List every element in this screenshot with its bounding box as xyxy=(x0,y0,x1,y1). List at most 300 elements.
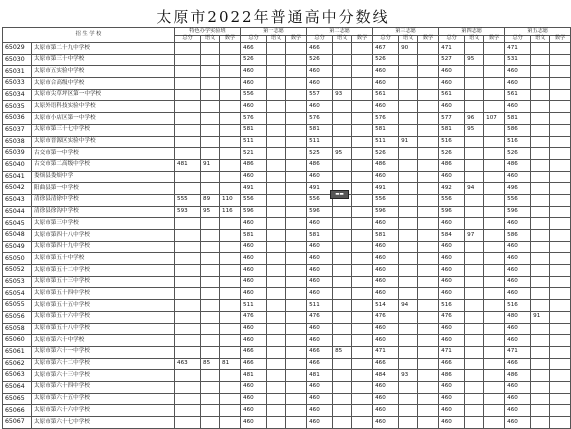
score-cell xyxy=(418,136,439,148)
school-code: 65030 xyxy=(3,54,32,66)
score-cell xyxy=(531,206,550,218)
score-cell: 521 xyxy=(241,148,267,160)
score-cell xyxy=(465,78,484,90)
school-code: 65064 xyxy=(3,381,32,393)
score-cell xyxy=(175,241,201,253)
score-cell xyxy=(267,171,286,183)
score-cell xyxy=(550,113,571,125)
score-cell xyxy=(352,148,373,160)
score-cell xyxy=(286,370,307,382)
score-cell xyxy=(267,381,286,393)
table-row xyxy=(3,265,571,277)
score-cell: 584 xyxy=(439,230,465,242)
score-cell xyxy=(465,43,484,55)
score-cell xyxy=(418,206,439,218)
score-cell xyxy=(465,346,484,358)
score-cell xyxy=(550,241,571,253)
score-cell: 95 xyxy=(465,54,484,66)
header-subject: 语文 xyxy=(201,35,220,43)
score-cell xyxy=(531,288,550,300)
score-cell xyxy=(418,78,439,90)
score-cell xyxy=(201,54,220,66)
score-cell: 460 xyxy=(307,393,333,405)
score-cell xyxy=(531,124,550,136)
score-cell: 476 xyxy=(373,311,399,323)
score-cell xyxy=(352,346,373,358)
score-cell: 466 xyxy=(505,358,531,370)
score-cell xyxy=(286,124,307,136)
score-cell: 516 xyxy=(439,300,465,312)
score-cell: 486 xyxy=(439,159,465,171)
score-cell xyxy=(418,101,439,113)
score-cell xyxy=(220,171,241,183)
score-cell: 94 xyxy=(465,183,484,195)
score-cell: 491 xyxy=(307,183,333,195)
score-cell xyxy=(267,89,286,101)
score-cell xyxy=(531,136,550,148)
score-cell xyxy=(201,171,220,183)
table-row xyxy=(3,194,571,206)
school-code: 65034 xyxy=(3,89,32,101)
score-cell: 460 xyxy=(241,66,267,78)
school-name: 太原市小店区第一中学校 xyxy=(32,113,175,125)
score-cell xyxy=(201,265,220,277)
score-cell xyxy=(531,78,550,90)
table-row xyxy=(3,381,571,393)
school-code: 65053 xyxy=(3,276,32,288)
score-cell: 460 xyxy=(373,288,399,300)
score-cell xyxy=(465,241,484,253)
score-cell: 561 xyxy=(439,89,465,101)
score-cell xyxy=(418,194,439,206)
score-cell xyxy=(175,417,201,429)
score-cell xyxy=(286,311,307,323)
score-cell xyxy=(286,253,307,265)
score-cell xyxy=(484,370,505,382)
school-name: 太原市第三十七中学校 xyxy=(32,124,175,136)
score-cell xyxy=(267,136,286,148)
score-cell xyxy=(333,393,352,405)
score-cell xyxy=(201,183,220,195)
score-cell xyxy=(175,218,201,230)
score-cell xyxy=(418,276,439,288)
score-cell xyxy=(352,241,373,253)
score-cell xyxy=(465,311,484,323)
score-cell: 460 xyxy=(307,265,333,277)
score-cell xyxy=(352,183,373,195)
score-cell: 460 xyxy=(307,241,333,253)
school-code: 65038 xyxy=(3,136,32,148)
score-cell xyxy=(550,405,571,417)
score-cell xyxy=(418,335,439,347)
score-cell xyxy=(418,358,439,370)
score-cell xyxy=(484,335,505,347)
score-cell xyxy=(399,346,418,358)
score-cell xyxy=(286,417,307,429)
score-cell xyxy=(333,265,352,277)
score-cell xyxy=(352,43,373,55)
score-cell xyxy=(484,124,505,136)
score-cell: 460 xyxy=(439,78,465,90)
score-cell xyxy=(201,393,220,405)
score-cell: 460 xyxy=(505,101,531,113)
score-cell xyxy=(175,288,201,300)
score-cell xyxy=(267,405,286,417)
score-cell xyxy=(220,113,241,125)
school-code: 65062 xyxy=(3,358,32,370)
score-cell xyxy=(465,218,484,230)
score-cell xyxy=(550,171,571,183)
school-code: 65031 xyxy=(3,66,32,78)
score-cell: 460 xyxy=(307,405,333,417)
score-cell xyxy=(418,124,439,136)
score-cell xyxy=(418,89,439,101)
score-cell xyxy=(484,358,505,370)
score-cell xyxy=(399,78,418,90)
score-cell: 460 xyxy=(307,323,333,335)
score-cell xyxy=(418,241,439,253)
score-cell: 460 xyxy=(439,393,465,405)
score-cell xyxy=(550,101,571,113)
score-cell: 85 xyxy=(333,346,352,358)
score-cell xyxy=(418,218,439,230)
score-cell xyxy=(465,194,484,206)
score-cell xyxy=(399,183,418,195)
score-cell: 581 xyxy=(307,230,333,242)
score-cell xyxy=(201,253,220,265)
score-cell: 596 xyxy=(241,206,267,218)
score-cell xyxy=(333,206,352,218)
score-cell: 586 xyxy=(505,230,531,242)
score-cell xyxy=(531,230,550,242)
score-cell: 81 xyxy=(220,358,241,370)
score-cell xyxy=(465,405,484,417)
score-cell: 466 xyxy=(307,358,333,370)
score-cell: 460 xyxy=(505,276,531,288)
score-cell: 460 xyxy=(307,78,333,90)
score-cell xyxy=(484,89,505,101)
header-school: 招 生 学 校 xyxy=(3,28,175,43)
score-cell: 460 xyxy=(373,171,399,183)
score-cell xyxy=(267,417,286,429)
score-cell xyxy=(550,393,571,405)
score-cell xyxy=(465,335,484,347)
header-subject: 语文 xyxy=(465,35,484,43)
score-cell xyxy=(418,183,439,195)
score-cell xyxy=(333,171,352,183)
score-cell xyxy=(286,276,307,288)
score-cell: 460 xyxy=(241,171,267,183)
header-subject: 总分 xyxy=(373,35,399,43)
score-cell: 460 xyxy=(439,253,465,265)
score-cell xyxy=(418,311,439,323)
school-code: 65043 xyxy=(3,194,32,206)
school-code: 65052 xyxy=(3,265,32,277)
school-name: 太原外语科技实验中学校 xyxy=(32,101,175,113)
score-cell xyxy=(267,370,286,382)
score-cell: 460 xyxy=(241,405,267,417)
score-cell: 576 xyxy=(241,113,267,125)
score-cell xyxy=(418,300,439,312)
score-cell: 581 xyxy=(505,113,531,125)
score-cell xyxy=(201,218,220,230)
score-cell xyxy=(531,101,550,113)
score-cell xyxy=(201,230,220,242)
score-cell xyxy=(333,417,352,429)
score-cell xyxy=(399,265,418,277)
score-cell xyxy=(352,66,373,78)
school-name: 太原市第五十八中学校 xyxy=(32,323,175,335)
score-cell xyxy=(531,370,550,382)
score-cell xyxy=(352,393,373,405)
score-cell xyxy=(201,124,220,136)
score-cell: 460 xyxy=(505,393,531,405)
score-cell: 460 xyxy=(307,253,333,265)
score-cell xyxy=(220,323,241,335)
score-cell xyxy=(201,311,220,323)
score-cell xyxy=(531,253,550,265)
score-cell xyxy=(484,288,505,300)
score-cell xyxy=(550,78,571,90)
table-row xyxy=(3,300,571,312)
score-cell xyxy=(286,78,307,90)
score-cell xyxy=(531,358,550,370)
score-cell xyxy=(465,393,484,405)
score-cell xyxy=(220,335,241,347)
score-cell xyxy=(267,148,286,160)
score-cell xyxy=(286,381,307,393)
score-cell xyxy=(175,148,201,160)
score-cell xyxy=(399,417,418,429)
score-cell xyxy=(484,159,505,171)
table-row xyxy=(3,183,571,195)
score-cell xyxy=(220,288,241,300)
score-cell xyxy=(201,405,220,417)
score-cell xyxy=(550,253,571,265)
score-cell xyxy=(267,124,286,136)
school-name: 古交市第一中学校 xyxy=(32,148,175,160)
score-cell xyxy=(531,148,550,160)
school-name: 太原市第二十九中学校 xyxy=(32,43,175,55)
score-cell: 460 xyxy=(505,417,531,429)
score-cell xyxy=(352,417,373,429)
score-cell xyxy=(484,405,505,417)
score-cell: 511 xyxy=(307,300,333,312)
header-subject: 数学 xyxy=(286,35,307,43)
table-row xyxy=(3,417,571,429)
score-cell xyxy=(399,323,418,335)
school-name: 古交市第二高级中学校 xyxy=(32,159,175,171)
score-cell xyxy=(286,136,307,148)
score-cell xyxy=(550,288,571,300)
table-row xyxy=(3,323,571,335)
score-cell: 460 xyxy=(439,66,465,78)
table-row xyxy=(3,253,571,265)
score-cell xyxy=(220,148,241,160)
score-cell xyxy=(465,276,484,288)
score-cell xyxy=(531,218,550,230)
score-cell: 460 xyxy=(241,323,267,335)
score-cell xyxy=(352,230,373,242)
score-cell xyxy=(465,89,484,101)
score-cell: 576 xyxy=(307,113,333,125)
score-cell xyxy=(484,253,505,265)
score-cell xyxy=(399,194,418,206)
score-cell xyxy=(201,288,220,300)
score-cell xyxy=(484,171,505,183)
score-cell xyxy=(484,43,505,55)
score-cell xyxy=(352,358,373,370)
score-cell: 486 xyxy=(505,159,531,171)
score-cell: 460 xyxy=(241,265,267,277)
score-cell: 471 xyxy=(505,43,531,55)
score-cell: 460 xyxy=(439,381,465,393)
score-cell xyxy=(399,89,418,101)
score-cell: 460 xyxy=(373,241,399,253)
score-cell xyxy=(220,265,241,277)
score-cell xyxy=(550,346,571,358)
score-cell: 460 xyxy=(505,241,531,253)
score-cell: 460 xyxy=(241,335,267,347)
score-cell: 476 xyxy=(307,311,333,323)
score-cell: 486 xyxy=(307,159,333,171)
score-cell xyxy=(201,78,220,90)
school-code: 65040 xyxy=(3,159,32,171)
score-cell: 556 xyxy=(373,194,399,206)
school-code: 65036 xyxy=(3,113,32,125)
score-cell xyxy=(220,136,241,148)
score-cell xyxy=(399,393,418,405)
score-cell: 467 xyxy=(373,43,399,55)
score-cell xyxy=(531,66,550,78)
score-cell xyxy=(175,171,201,183)
score-cell: 476 xyxy=(241,311,267,323)
score-cell xyxy=(352,300,373,312)
score-cell xyxy=(286,358,307,370)
score-cell xyxy=(484,54,505,66)
score-cell xyxy=(220,241,241,253)
school-code: 65029 xyxy=(3,43,32,55)
score-cell: 460 xyxy=(373,78,399,90)
score-cell xyxy=(531,335,550,347)
header-subject: 总分 xyxy=(439,35,465,43)
score-cell xyxy=(352,381,373,393)
score-cell xyxy=(550,89,571,101)
score-cell xyxy=(220,43,241,55)
score-cell: 466 xyxy=(373,358,399,370)
school-code: 65033 xyxy=(3,78,32,90)
score-cell xyxy=(175,66,201,78)
table-row xyxy=(3,358,571,370)
header-row-groups xyxy=(3,28,571,36)
score-cell xyxy=(333,241,352,253)
table-row xyxy=(3,218,571,230)
school-name: 太原市第五十五中学校 xyxy=(32,300,175,312)
score-cell xyxy=(286,288,307,300)
header-subject: 数学 xyxy=(550,35,571,43)
score-cell: 491 xyxy=(241,183,267,195)
score-cell xyxy=(175,323,201,335)
score-cell: 511 xyxy=(307,136,333,148)
score-cell xyxy=(286,43,307,55)
score-cell xyxy=(175,43,201,55)
school-code: 65041 xyxy=(3,171,32,183)
score-cell: 526 xyxy=(439,148,465,160)
score-cell xyxy=(352,323,373,335)
score-cell xyxy=(175,89,201,101)
score-cell: 93 xyxy=(333,89,352,101)
score-cell: 516 xyxy=(439,136,465,148)
school-code: 65039 xyxy=(3,148,32,160)
score-cell xyxy=(531,405,550,417)
score-cell: 460 xyxy=(373,66,399,78)
score-cell xyxy=(333,101,352,113)
score-cell xyxy=(352,78,373,90)
score-cell xyxy=(550,218,571,230)
header-subject: 总分 xyxy=(307,35,333,43)
score-cell xyxy=(418,43,439,55)
score-cell xyxy=(399,148,418,160)
score-cell xyxy=(484,381,505,393)
school-name: 太原市第六十一中学校 xyxy=(32,346,175,358)
score-cell xyxy=(399,335,418,347)
score-cell: 460 xyxy=(439,276,465,288)
score-cell xyxy=(333,253,352,265)
school-code: 65050 xyxy=(3,253,32,265)
school-code: 65045 xyxy=(3,218,32,230)
score-cell xyxy=(399,230,418,242)
school-name: 太原市第六十三中学校 xyxy=(32,370,175,382)
school-name: 太原市第六十二中学校 xyxy=(32,358,175,370)
score-cell: 460 xyxy=(373,323,399,335)
school-name: 太原市第六十七中学校 xyxy=(32,417,175,429)
score-cell: 581 xyxy=(241,124,267,136)
score-cell xyxy=(531,265,550,277)
overlay-marker: ▬▬ xyxy=(330,190,349,199)
score-cell xyxy=(484,148,505,160)
score-cell xyxy=(286,89,307,101)
score-cell xyxy=(484,206,505,218)
table-row xyxy=(3,288,571,300)
score-cell: 481 xyxy=(175,159,201,171)
score-cell xyxy=(201,136,220,148)
score-cell xyxy=(333,300,352,312)
score-cell: 581 xyxy=(307,124,333,136)
score-cell: 90 xyxy=(399,43,418,55)
score-cell xyxy=(550,358,571,370)
score-cell: 496 xyxy=(505,183,531,195)
score-cell xyxy=(175,265,201,277)
score-cell xyxy=(286,218,307,230)
score-cell xyxy=(220,78,241,90)
score-cell: 593 xyxy=(175,206,201,218)
score-cell xyxy=(352,136,373,148)
school-code: 65048 xyxy=(3,230,32,242)
score-cell xyxy=(267,311,286,323)
score-cell: 95 xyxy=(333,148,352,160)
score-cell: 577 xyxy=(439,113,465,125)
score-cell xyxy=(484,194,505,206)
score-cell: 466 xyxy=(241,358,267,370)
score-cell xyxy=(465,417,484,429)
school-name: 太原市第五十中学校 xyxy=(32,253,175,265)
score-cell xyxy=(352,405,373,417)
school-code: 65063 xyxy=(3,370,32,382)
score-cell: 557 xyxy=(307,89,333,101)
score-cell: 460 xyxy=(439,241,465,253)
table-row xyxy=(3,370,571,382)
score-cell xyxy=(399,171,418,183)
